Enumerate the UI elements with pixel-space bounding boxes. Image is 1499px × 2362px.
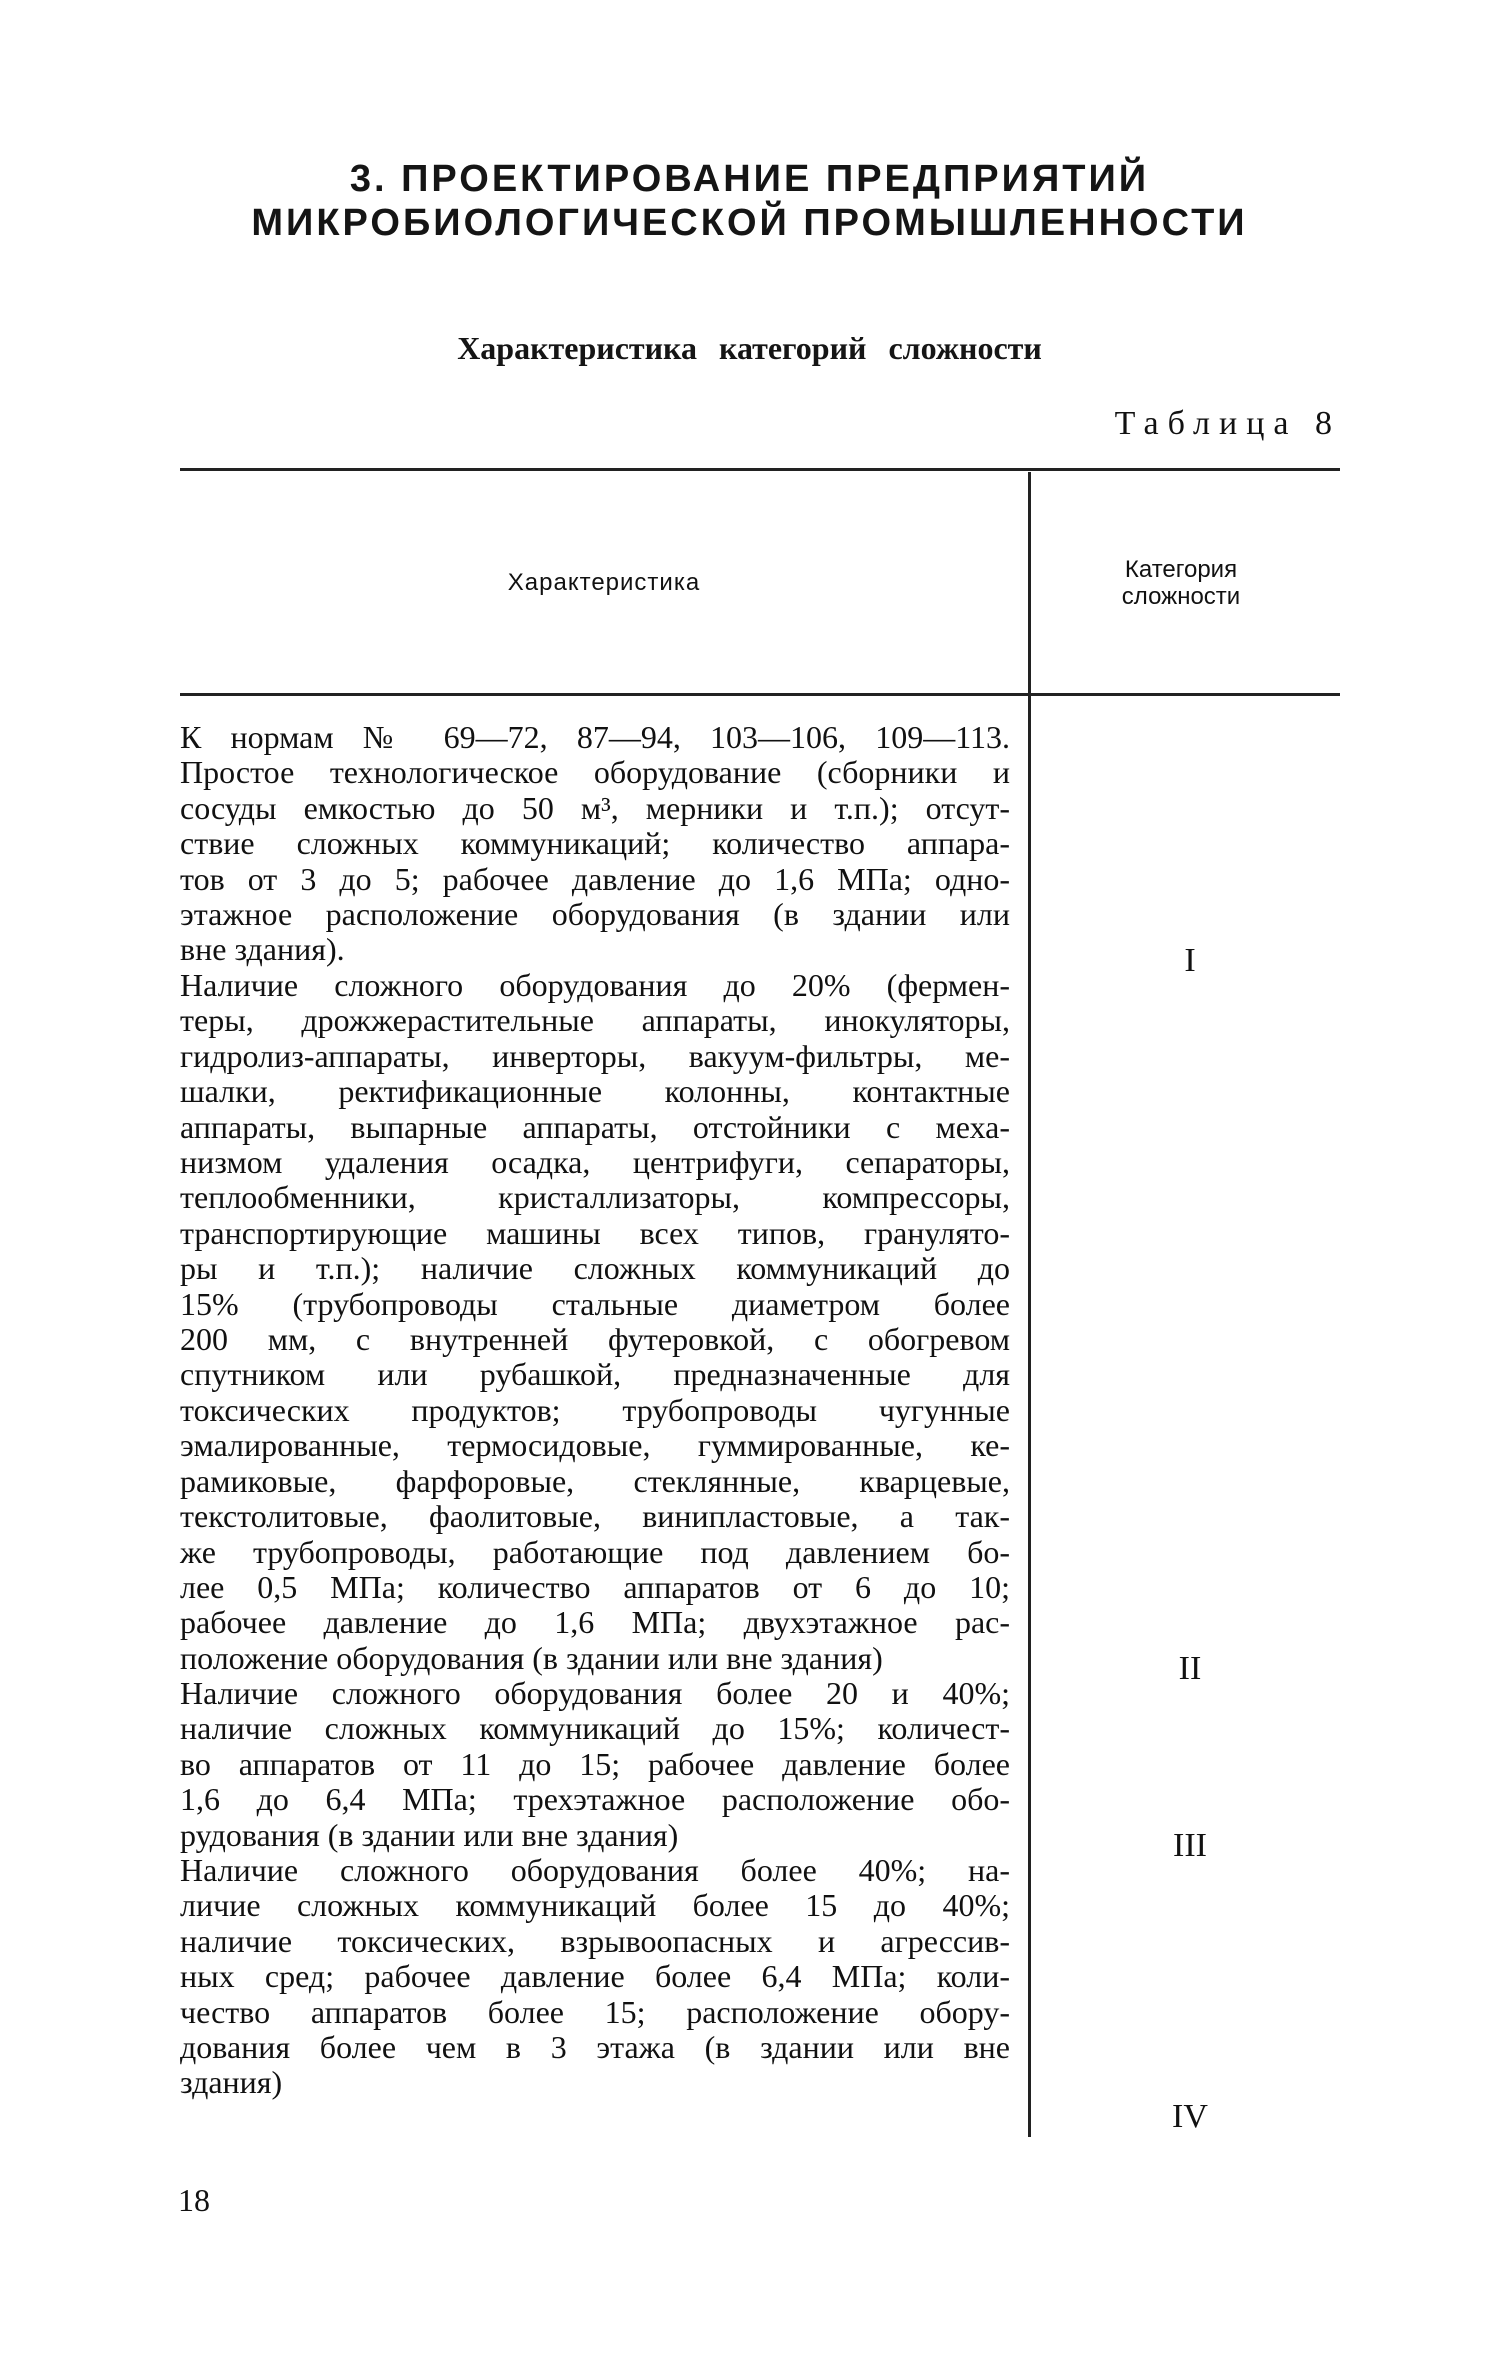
characteristic-line: шалки, ректификационные колонны, контактные (180, 1073, 1010, 1110)
characteristic-line: положение оборудования (в здании или вне здания) (180, 1639, 883, 1676)
category-cell: IV (1172, 2098, 1208, 2135)
characteristic-line: чество аппаратов более 15; расположение обору- (180, 1993, 1010, 2030)
characteristic-line: аппараты, выпарные аппараты, отстойники с меха- (180, 1108, 1010, 1145)
characteristic-line: же трубопроводы, работающие под давлением бо- (180, 1533, 1010, 1570)
characteristic-line: теплообменники, кристаллизаторы, компрессоры, (180, 1179, 1010, 1216)
characteristic-line: эмалированные, термосидовые, гуммированные, ке- (180, 1427, 1010, 1464)
characteristic-line: спутником или рубашкой, предназначенные для (180, 1356, 1010, 1393)
characteristic-line: наличие токсических, взрывоопасных и агрессив- (180, 1922, 1010, 1959)
characteristic-line: во аппаратов от 11 до 15; рабочее давление более (180, 1745, 1010, 1782)
characteristic-line: ствие сложных коммуникаций; количество аппара- (180, 825, 1010, 862)
column-header-category-line-2: сложности (1121, 582, 1241, 610)
characteristic-line: сосуды емкостью до 50 м³, мерники и т.п.); отсут- (180, 789, 1010, 826)
table-column-divider (1028, 472, 1031, 2137)
characteristic-line: дования более чем в 3 этажа (в здании или вне (180, 2029, 1010, 2066)
characteristic-cell (180, 720, 1010, 968)
characteristic-line: Наличие сложного оборудования более 40%; на- (180, 1852, 1010, 1888)
characteristic-line: ных сред; рабочее давление более 6,4 МПа; коли- (180, 1958, 1010, 1995)
characteristic-line: наличие сложных коммуникаций до 15%; количест- (180, 1710, 1010, 1747)
column-header-characteristic: Характеристика (507, 568, 701, 596)
table-subtitle: Характеристика категорий сложности (457, 330, 1042, 366)
characteristic-line: Простое технологическое оборудование (сборники и (180, 754, 1010, 791)
characteristic-line: ры и т.п.); наличие сложных коммуникаций до (180, 1250, 1010, 1287)
characteristic-line: этажное расположение оборудования (в здании или (180, 896, 1010, 933)
table-label: Таблица 8 (1114, 405, 1341, 442)
characteristic-line: К нормам № 69—72, 87—94, 103—106, 109—113. (180, 719, 1010, 755)
characteristic-line: теры, дрожжерастительные аппараты, инокуляторы, (180, 1002, 1010, 1039)
characteristic-line: Наличие сложного оборудования более 20 и 40%; (180, 1675, 1010, 1711)
characteristic-line: тов от 3 до 5; рабочее давление до 1,6 МПа; одно- (180, 860, 1010, 897)
category-cell: II (1178, 1650, 1202, 1687)
characteristic-line: токсических продуктов; трубопроводы чугунные (180, 1391, 1010, 1428)
characteristic-line: здания) (180, 2064, 283, 2101)
characteristic-line: 15% (трубопроводы стальные диаметром более (180, 1285, 1010, 1322)
page-number: 18 (178, 2182, 210, 2218)
characteristic-line: рудования (в здании или вне здания) (180, 1816, 679, 1853)
characteristic-line: рамиковые, фарфоровые, стеклянные, кварцевые, (180, 1462, 1010, 1499)
characteristic-line: личие сложных коммуникаций более 15 до 40%; (180, 1887, 1010, 1924)
section-title-line-2: МИКРОБИОЛОГИЧЕСКОЙ ПРОМЫШЛЕННОСТИ (251, 202, 1248, 244)
characteristic-cell (180, 1853, 1010, 2101)
characteristic-cell (180, 968, 1010, 1676)
characteristic-line: лее 0,5 МПа; количество аппаратов от 6 до 10; (180, 1568, 1010, 1605)
column-header-category (1031, 470, 1331, 695)
characteristic-line: вне здания). (180, 931, 345, 968)
characteristic-line: Наличие сложного оборудования до 20% (фермен- (180, 967, 1010, 1003)
characteristic-line: транспортирующие машины всех типов, гранулято- (180, 1214, 1010, 1251)
characteristic-line: 200 мм, с внутренней футеровкой, с обогревом (180, 1321, 1010, 1358)
characteristic-line: гидролиз-аппараты, инверторы, вакуум-фильтры, ме- (180, 1037, 1010, 1074)
characteristic-line: низмом удаления осадка, центрифуги, сепараторы, (180, 1144, 1010, 1181)
category-cell: I (1184, 942, 1196, 979)
section-title-line-1: 3. ПРОЕКТИРОВАНИЕ ПРЕДПРИЯТИЙ (349, 158, 1150, 200)
column-header-category-line-1: Категория (1124, 555, 1238, 583)
characteristic-line: рабочее давление до 1,6 МПа; двухэтажное рас- (180, 1604, 1010, 1641)
characteristic-line: текстолитовые, фаолитовые, винипластовые, а так- (180, 1498, 1010, 1535)
characteristic-line: 1,6 до 6,4 МПа; трехэтажное расположение обо- (180, 1781, 1010, 1818)
characteristic-cell (180, 1676, 1010, 1853)
category-cell: III (1173, 1827, 1207, 1864)
